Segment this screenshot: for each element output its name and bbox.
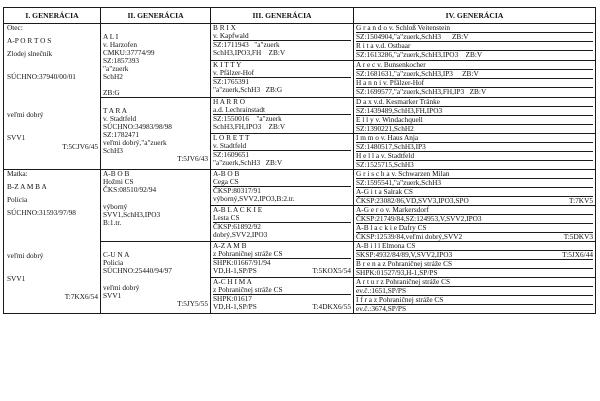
- sire-sire-registration: CMKU:37774/99: [103, 48, 155, 57]
- g4-name: I f r a z Pohraničnej stráže CS: [356, 296, 593, 305]
- header-generation-4: IV. GENERÁCIA: [354, 8, 596, 24]
- sire-sire2-name: T A R A: [103, 106, 127, 115]
- g4-name: A r e c v. Bunsenkocher: [356, 61, 593, 70]
- sire-sire-name: A L I: [103, 32, 119, 41]
- g3-registration: SZ:1711943: [213, 40, 249, 49]
- g3-kennel: v. Pfälzer-Hof: [213, 69, 351, 78]
- sire-sire2-info: SchH3: [103, 146, 123, 155]
- g4-registration: SZ:1525715,SchH3: [356, 160, 414, 169]
- sire-titles: Zlodej slnečník: [7, 49, 53, 58]
- sire-name: A-P O R T O S: [7, 36, 52, 45]
- dam-dam-cell: [101, 242, 211, 314]
- g3-registration: SHPK:01667/91/94: [213, 258, 271, 267]
- g4-registration: SZ:1390221,SchH2: [356, 124, 414, 133]
- g3-dam-3: [211, 242, 354, 278]
- dam-dam-grade: veľmi dobrý: [103, 283, 140, 292]
- sire-show: SVV1: [7, 133, 26, 142]
- g3-sire-1: [211, 24, 354, 61]
- header-generation-3: III. GENERÁCIA: [211, 8, 354, 24]
- g4-name: G r a n d o v. Schloß Veitenstein: [356, 24, 593, 33]
- g4-sire-4: [354, 134, 596, 170]
- sire-grade: veľmi dobrý: [7, 110, 44, 119]
- sire-sire2-tattoo: T:5JV6/43: [177, 154, 208, 163]
- g4-registration: ev.č.:3674,SP/PS: [356, 304, 407, 313]
- g3-info1: VD,H-1,SP/PS: [213, 302, 257, 311]
- sire-sire2-cell: [101, 98, 211, 170]
- g4-name: A-B i l l Elmona CS: [356, 241, 416, 250]
- g3-kennel: z Pohraničnej stráže CS: [213, 250, 351, 259]
- g4-registration: ČKSP:23082/86,VD,SVV3,IPO3,SPO: [356, 196, 469, 205]
- dam-dam-kennel: Policia: [103, 258, 124, 267]
- dam-row-1: [4, 170, 596, 206]
- g4-name: H e l l a v. Stadtfeld: [356, 152, 593, 161]
- dam-dam-registration: SÚCHNO:25440/94/97: [103, 266, 172, 275]
- g4-name: H a n n i v. Pfälzer-Hof: [356, 79, 593, 88]
- g4-tattoo: T:5JX6/44: [562, 250, 593, 259]
- g4-dam-1: [354, 170, 596, 206]
- g4-tattoo: T:5DKV3: [563, 232, 593, 241]
- header-row: [4, 8, 596, 24]
- dam-role: Matka:: [7, 169, 28, 178]
- g4-registration: SZ:1480517,SchH3,IP3: [356, 143, 593, 152]
- dam-sire-cell: [101, 170, 211, 242]
- g3-registration: SZ:1550016: [213, 114, 250, 123]
- sire-registration: SÚCHNO:37940/00/01: [7, 72, 76, 81]
- g3-info1: "a"zuerk: [254, 40, 280, 49]
- g4-zb: ZB:V: [469, 87, 487, 96]
- g3-name: B R I X: [213, 23, 236, 32]
- g4-registration: SZ:1504904,"a"zuerk,SchH3: [356, 32, 441, 41]
- dam-dam-name: C-U N A: [103, 250, 130, 259]
- g4-name: A-G i t a Salrak CS: [356, 188, 593, 197]
- g4-dam-4: [354, 278, 596, 314]
- g4-sire-1: [354, 24, 596, 61]
- dam-kennel: Policia: [7, 195, 28, 204]
- dam-tattoo: T:7KX6/54: [64, 292, 98, 301]
- g4-zb: ZB:V: [462, 69, 479, 78]
- g4-registration: SZ:1595541,"a"zuerk,SchH3: [356, 179, 593, 188]
- g4-dam-3: [354, 242, 596, 278]
- g3-registration: ČKSP:80317/91: [213, 186, 261, 195]
- sire-sire2-registration: SÚCHNO:34983/98/98: [103, 122, 172, 131]
- g4-name: D a x v.d. Kesmarker Tränke: [356, 98, 593, 107]
- g3-kennel: a.d. Lechrainstadt: [213, 106, 351, 115]
- g3-info2: SchH3,IPO3,FH: [213, 48, 262, 57]
- dam-cell: [4, 170, 101, 314]
- g4-registration: SZ:1681631,"a"zuerk,SchH3,IP3: [356, 69, 453, 78]
- g3-kennel: z Pohraničnej stráže CS: [213, 286, 351, 295]
- g3-sire-4: [211, 134, 354, 170]
- g3-zb: ZB:G: [265, 85, 283, 94]
- g4-name: B r e n a z Pohraničnej stráže CS: [356, 260, 593, 269]
- g4-name: R i t a v.d. Ostbaar: [356, 42, 593, 51]
- g3-kennel: Lesta CS: [213, 214, 351, 223]
- dam-dam-tattoo: T:5JY5/55: [177, 299, 208, 308]
- g3-dam-1: [211, 170, 354, 206]
- g3-registration: ČKSP:61892/92: [213, 222, 261, 231]
- sire-dam-registration: SZ:1857393: [103, 56, 140, 65]
- sire-sire2-grade: veľmi dobrý,"a"zuerk: [103, 138, 167, 147]
- g3-kennel: v. Stadtfeld: [213, 142, 351, 151]
- sire-tattoo: T:5CJV6/45: [62, 142, 98, 151]
- g4-zb: ZB:V: [465, 50, 483, 59]
- dam-sire-name: A-B O B: [103, 169, 130, 178]
- g4-name: G r i s c h a v. Schwarzen Milan: [356, 170, 593, 179]
- g3-sire-2: [211, 61, 354, 98]
- sire-dam-info2: SchH2: [103, 72, 123, 81]
- dam-grade: veľmi dobrý: [7, 251, 44, 260]
- sire-sire-cell: [101, 24, 211, 98]
- g4-dam-2: [354, 206, 596, 242]
- g4-tattoo: T:7KV5: [569, 196, 593, 205]
- g3-name: H A R R O: [213, 97, 246, 106]
- g4-zb: ZB:V: [451, 32, 469, 41]
- header-generation-1: I. GENERÁCIA: [4, 8, 101, 24]
- g4-registration: SZ:1699577,"a"zuerk,SchH3,FH,IP3: [356, 87, 465, 96]
- g3-kennel: Cega CS: [213, 178, 351, 187]
- g4-name: A-G e r o v. Markersdorf: [356, 206, 593, 215]
- g4-sire-2: [354, 61, 596, 98]
- g3-zb: ZB:V: [268, 122, 286, 131]
- dam-dam-info: SVV1: [103, 291, 122, 300]
- g4-registration: ČKSP:12539/84,veľmi dobrý,SVV2: [356, 232, 463, 241]
- sire-row-1: [4, 24, 596, 61]
- g4-registration: SKSP:4932/84/89,V,SVV2,IPO3: [356, 250, 453, 259]
- g4-name: I m m o v. Haus Anja: [356, 134, 593, 143]
- g4-registration: SZ:1439489,SchH3,FH,IPO3: [356, 107, 593, 116]
- g3-tattoo: T:4DKX6/55: [312, 302, 351, 311]
- dam-sire-kennel: Hožmi CS: [103, 177, 134, 186]
- sire-sire-kennel: v. Harzofen: [103, 40, 137, 49]
- g3-registration: SZ:1765391: [213, 77, 250, 86]
- sire-cell: [4, 24, 101, 170]
- g3-name: A-B O B: [213, 169, 240, 178]
- g4-registration: SZ:1613286,"a"zuerk,SchH3,IPO3: [356, 50, 459, 59]
- dam-sire-training: B:1.tr.: [103, 218, 122, 227]
- g3-name: A-B L A C K I E: [213, 205, 263, 214]
- pedigree-table: [3, 7, 596, 314]
- header-generation-2: II. GENERÁCIA: [101, 8, 211, 24]
- g3-dam-4: [211, 278, 354, 314]
- dam-sire-info: SVV1,SchH3,IPO3: [103, 210, 161, 219]
- g3-registration: SHPK:01617: [213, 294, 252, 303]
- g3-zb: ZB:V: [265, 158, 283, 167]
- g3-info1: dobrý,SVV2,IPO3: [213, 230, 268, 239]
- sire-dam-info3: ZB:G: [103, 88, 120, 97]
- dam-registration: SÚCHNO:31593/97/98: [7, 208, 76, 217]
- g3-registration: SZ:1609651: [213, 150, 250, 159]
- g3-name: L O R E T T: [213, 133, 250, 142]
- g3-name: K I T T Y: [213, 60, 242, 69]
- g3-info2: SchH3,FH,IPO3: [213, 122, 262, 131]
- g4-name: E l l y v. Windachquell: [356, 116, 593, 125]
- g4-registration: ČKSP:21749/84,SZ:124953,V,SVV2,IPO3: [356, 215, 593, 224]
- g3-kennel: v. Kapfwald: [213, 32, 351, 41]
- g3-info1: "a"zuerk: [256, 114, 282, 123]
- dam-name: B-Z A M B A: [7, 182, 47, 191]
- dam-sire-registration: ČKS:08510/92/94: [103, 185, 157, 194]
- g3-info1: "a"zuerk,SchH3: [213, 158, 261, 167]
- sire-sire2-kennel: v. Stadtfeld: [103, 114, 137, 123]
- g3-sire-3: [211, 98, 354, 134]
- g3-zb: ZB:V: [268, 48, 286, 57]
- sire-role: Otec:: [7, 23, 23, 32]
- g3-name: A-Z A M B: [213, 241, 247, 250]
- g3-dam-2: [211, 206, 354, 242]
- g4-sire-3: [354, 98, 596, 134]
- g3-info1: VD,H-1,SP/PS: [213, 266, 257, 275]
- sire-sire2-registration2: SZ:1782471: [103, 130, 140, 139]
- g4-name: A-B l a c k i e Dafry CS: [356, 224, 593, 233]
- g3-name: A-C H I M A: [213, 277, 252, 286]
- g3-tattoo: T:5KOX5/54: [312, 266, 351, 275]
- dam-show: SVV1: [7, 274, 26, 283]
- g4-name: A r t u r z Pohraničnej stráže CS: [356, 278, 593, 287]
- g4-registration: SHPK:01527/93,H-1,SP/PS: [356, 268, 438, 277]
- g3-info1: výborný,SVV2,IPO3,B:2.tr.: [213, 194, 295, 203]
- sire-dam-info1: "a"zuerk: [103, 64, 129, 73]
- g3-info1: "a"zuerk,SchH3: [213, 85, 261, 94]
- g4-registration: ev.č.:1651,SP/PS: [356, 287, 593, 296]
- dam-sire-grade: výborný: [103, 202, 128, 211]
